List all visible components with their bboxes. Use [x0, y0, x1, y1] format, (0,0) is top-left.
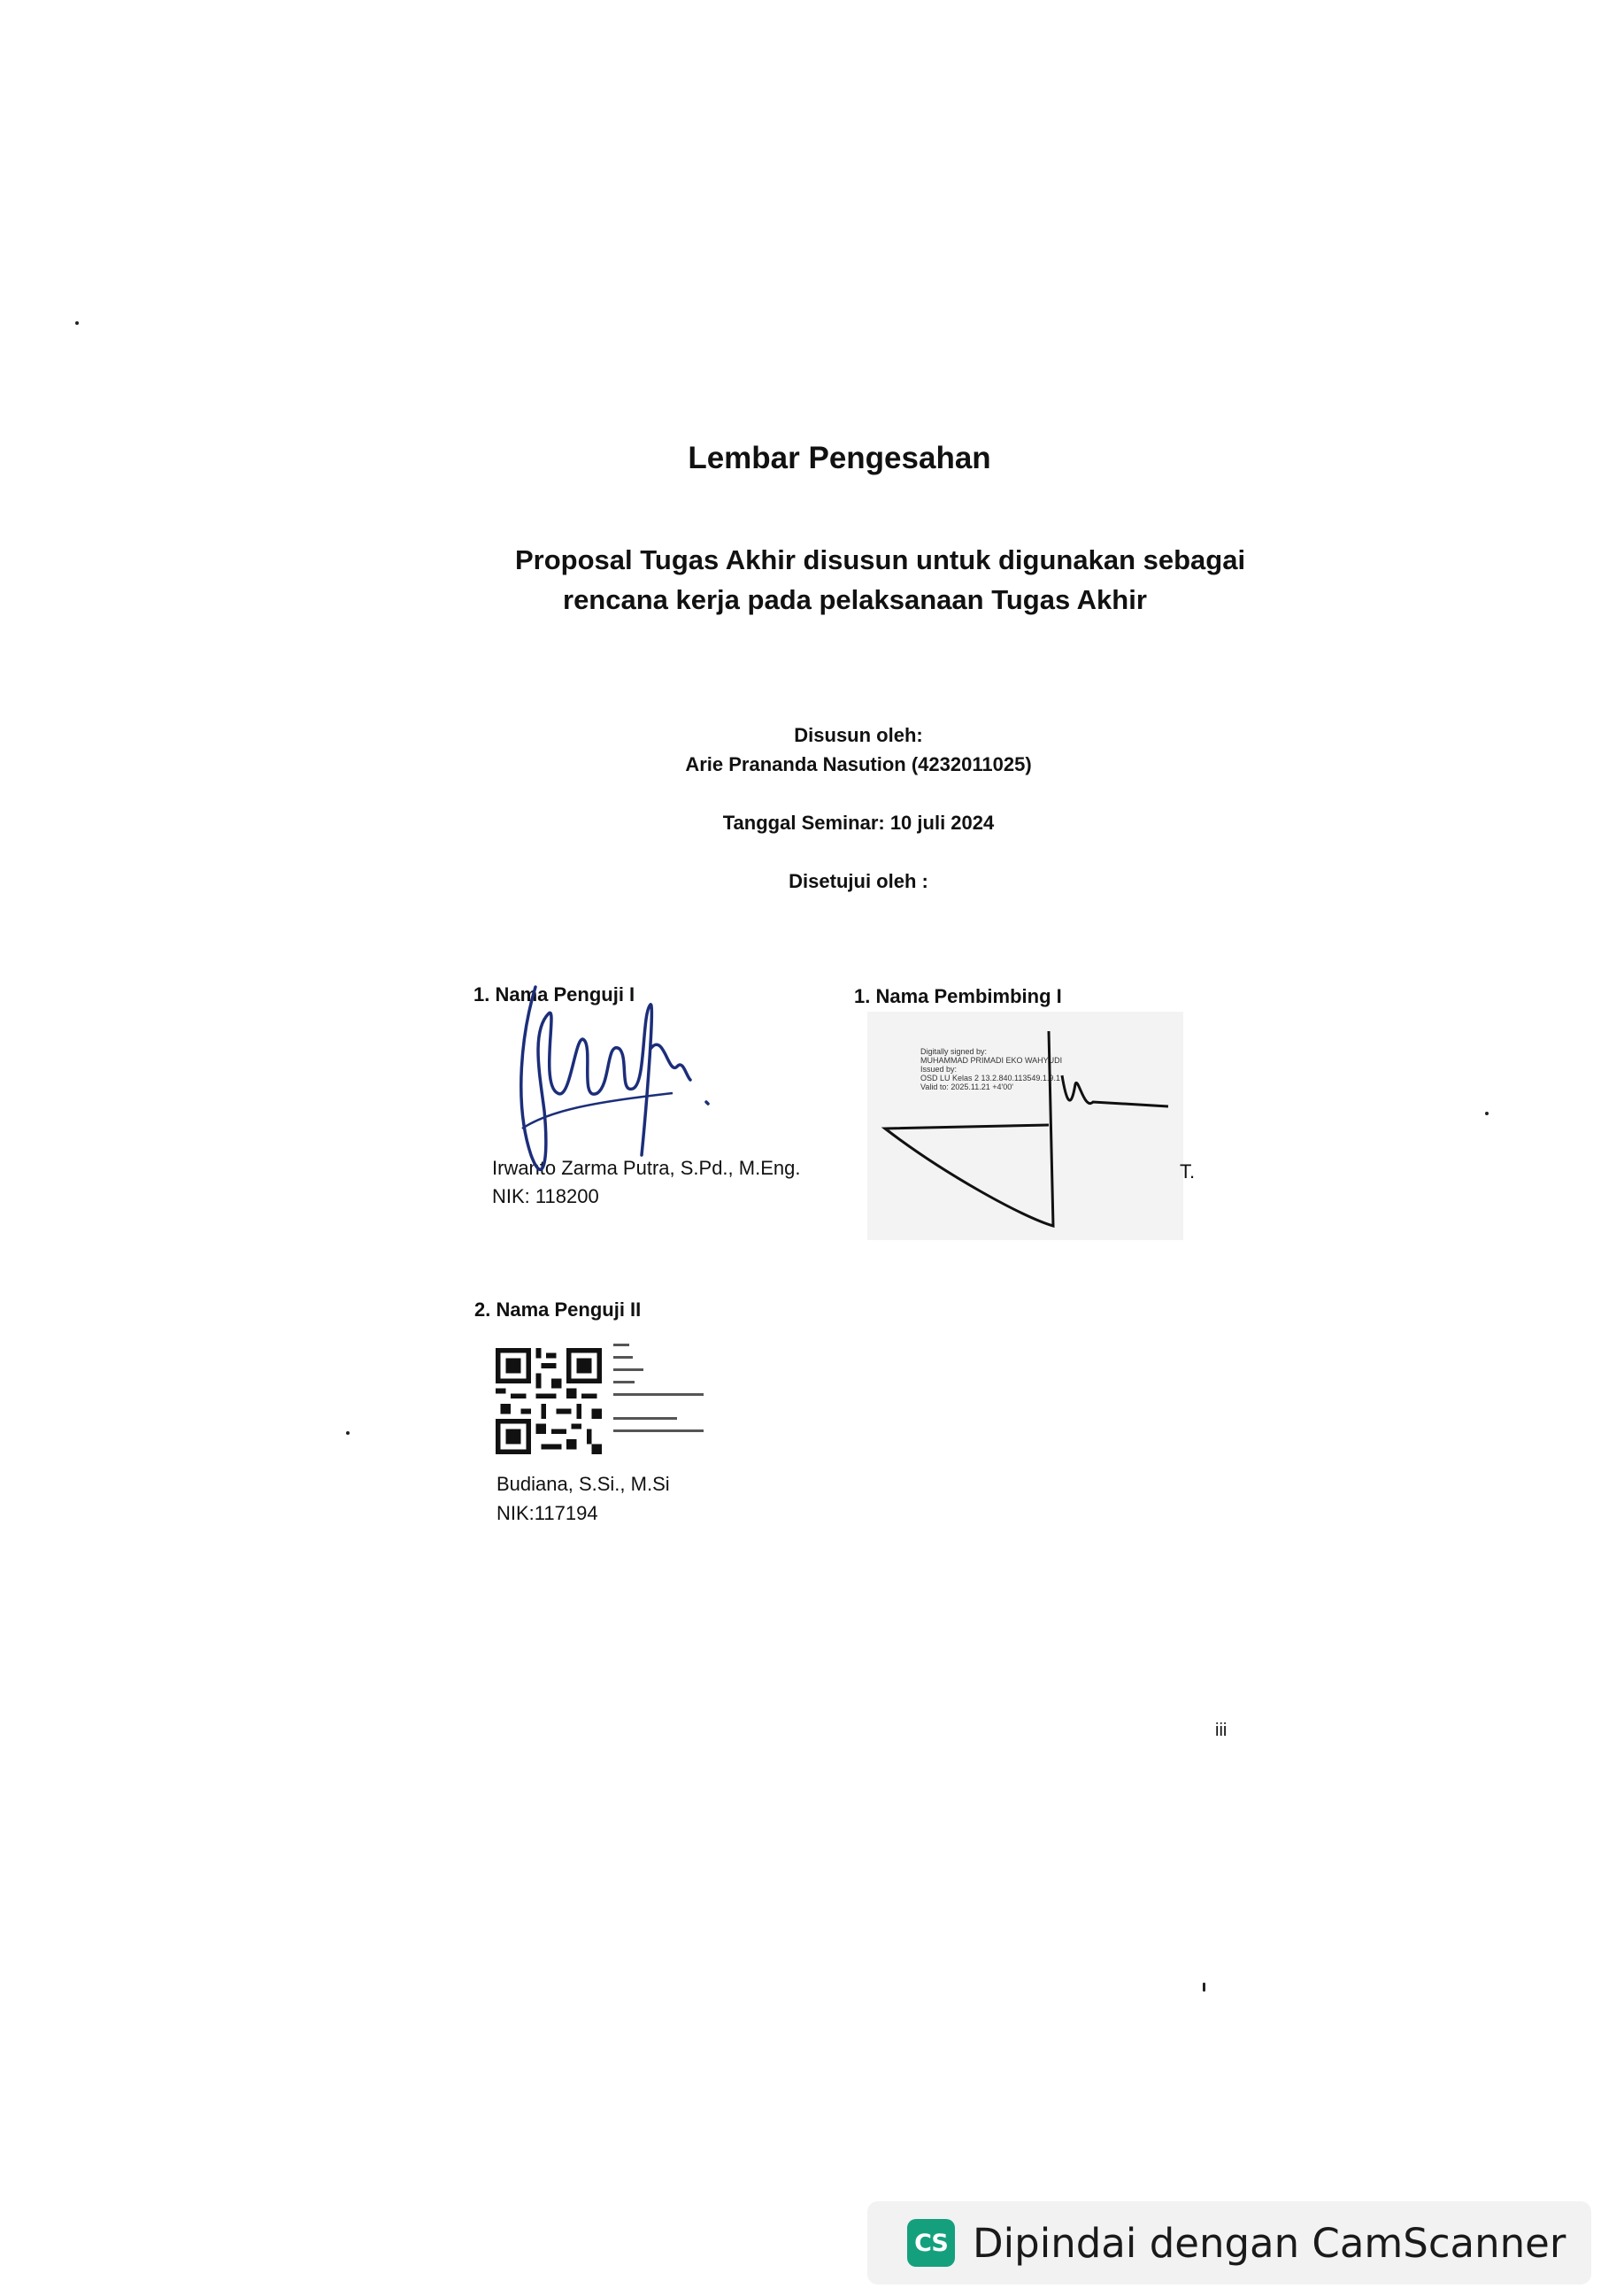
scan-speck: [1203, 1983, 1205, 1992]
camscanner-badge: [867, 2201, 1591, 2284]
camscanner-text: Dipindai dengan CamScanner: [973, 2219, 1566, 2267]
examiner-1-signature: [496, 978, 726, 1208]
qr-metadata-lines: [613, 1344, 711, 1442]
qr-code-icon: [496, 1345, 602, 1457]
digital-signature-text: Digitally signed by: MUHAMMAD PRIMADI EKO WAHYUDI Issued by: OSD LU Kelas 2 13.2.840.113549.1.9.1 Valid to: 2025.11.21 +4'00': [920, 1047, 1063, 1091]
author-name: Arie Prananda Nasution (4232011025): [685, 753, 1032, 775]
supervisor-1-role: 1. Nama Pembimbing I: [854, 985, 1062, 1007]
examiner-1-role: 1. Nama Penguji I: [473, 983, 635, 1005]
supervisor-1-name-fragment: T.: [1180, 1160, 1196, 1183]
purpose-line-1: Proposal Tugas Akhir disusun untuk digunakan sebagai: [515, 544, 1246, 575]
author-label: Disusun oleh:: [794, 724, 923, 746]
examiner-2-role: 2. Nama Penguji II: [474, 1298, 642, 1321]
scan-speck: [1485, 1112, 1489, 1115]
seminar-date: Tanggal Seminar: 10 juli 2024: [722, 812, 995, 834]
page-title: Lembar Pengesahan: [688, 441, 991, 475]
scan-speck: [346, 1431, 350, 1435]
approved-by-label: Disetujui oleh :: [789, 870, 928, 892]
purpose-line-2: rencana kerja pada pelaksanaan Tugas Akhir: [563, 584, 1147, 615]
page-number: iii: [1215, 1721, 1228, 1740]
scan-speck: [75, 321, 79, 325]
camscanner-logo-icon: CS: [907, 2219, 955, 2267]
examiner-2-nik: NIK:117194: [496, 1502, 598, 1524]
examiner-1-name: Irwanto Zarma Putra, S.Pd., M.Eng.: [492, 1157, 801, 1179]
supervisor-1-signature: [872, 1013, 1181, 1239]
examiner-1-nik: NIK: 118200: [492, 1185, 599, 1207]
examiner-2-name: Budiana, S.Si., M.Si: [496, 1473, 670, 1495]
